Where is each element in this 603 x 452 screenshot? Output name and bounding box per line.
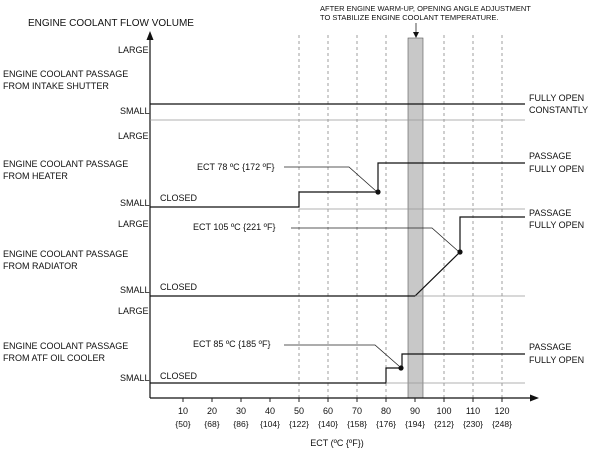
state-label-line2: CONSTANTLY bbox=[529, 105, 589, 115]
warmup-note-line2: TO STABILIZE ENGINE COOLANT TEMPERATURE. bbox=[320, 13, 499, 22]
warmup-arrow-head bbox=[413, 32, 419, 38]
tick-label: 50 bbox=[293, 406, 305, 416]
state-label-line2: FULLY OPEN bbox=[529, 220, 585, 230]
level-small: SMALL bbox=[120, 285, 150, 295]
tick-label-f: {104} bbox=[260, 419, 280, 429]
level-large: LARGE bbox=[118, 306, 149, 316]
callout-ect: ECT 105 ºC {221 ºF} bbox=[193, 222, 276, 232]
tick-label-f: {176} bbox=[376, 419, 396, 429]
warmup-band bbox=[408, 38, 423, 398]
state-label-line1: PASSAGE bbox=[529, 208, 572, 218]
tick-label-f: {68} bbox=[204, 419, 220, 429]
passage-label-line2: FROM RADIATOR bbox=[3, 261, 78, 271]
closed-label: CLOSED bbox=[160, 282, 198, 292]
state-label-line2: FULLY OPEN bbox=[529, 355, 585, 365]
warmup-note-line1: AFTER ENGINE WARM-UP, OPENING ANGLE ADJUSTMENT bbox=[320, 4, 531, 13]
passage-label-line2: FROM ATF OIL COOLER bbox=[3, 353, 106, 363]
tick-label: 40 bbox=[264, 406, 276, 416]
callout-ect: ECT 78 ºC {172 ºF} bbox=[197, 162, 275, 172]
callout-leader bbox=[284, 167, 376, 191]
x-tick-labels-fahrenheit bbox=[175, 419, 512, 429]
section-intake-shutter bbox=[3, 45, 588, 120]
tick-label: 120 bbox=[494, 406, 510, 416]
level-large: LARGE bbox=[118, 131, 149, 141]
section-radiator bbox=[3, 208, 584, 296]
tick-label: 20 bbox=[206, 406, 218, 416]
passage-label-line2: FROM INTAKE SHUTTER bbox=[3, 81, 109, 91]
tick-label-f: {86} bbox=[233, 419, 249, 429]
state-label-line2: FULLY OPEN bbox=[529, 164, 585, 174]
passage-label-line1: ENGINE COOLANT PASSAGE bbox=[3, 69, 129, 79]
tick-label-f: {122} bbox=[289, 419, 309, 429]
tick-label-f: {248} bbox=[492, 419, 512, 429]
passage-label-line1: ENGINE COOLANT PASSAGE bbox=[3, 159, 129, 169]
tick-label: 90 bbox=[409, 406, 421, 416]
tick-label: 10 bbox=[177, 406, 189, 416]
level-small: SMALL bbox=[120, 106, 150, 116]
flow-line-atf bbox=[150, 354, 525, 383]
x-axis-arrow bbox=[530, 395, 539, 402]
tick-label-f: {158} bbox=[347, 419, 367, 429]
passage-label-line1: ENGINE COOLANT PASSAGE bbox=[3, 249, 129, 259]
tick-label: 60 bbox=[322, 406, 334, 416]
tick-label-f: {212} bbox=[434, 419, 454, 429]
passage-label-line2: FROM HEATER bbox=[3, 171, 68, 181]
state-label-line1: PASSAGE bbox=[529, 151, 572, 161]
transition-point bbox=[398, 365, 403, 370]
y-axis-arrow bbox=[147, 31, 154, 40]
tick-label: 30 bbox=[235, 406, 247, 416]
tick-label: 80 bbox=[380, 406, 392, 416]
callout-leader bbox=[291, 228, 458, 251]
tick-label: 100 bbox=[436, 406, 452, 416]
chart-title: ENGINE COOLANT FLOW VOLUME bbox=[28, 18, 194, 29]
level-small: SMALL bbox=[120, 373, 150, 383]
callout-ect: ECT 85 ºC {185 ºF} bbox=[193, 339, 271, 349]
x-tick-labels-celsius bbox=[178, 406, 510, 416]
transition-point bbox=[375, 189, 380, 194]
closed-label: CLOSED bbox=[160, 193, 198, 203]
level-large: LARGE bbox=[118, 45, 149, 55]
tick-label: 110 bbox=[465, 406, 481, 416]
tick-label-f: {50} bbox=[175, 419, 191, 429]
transition-point bbox=[457, 249, 462, 254]
tick-label-f: {194} bbox=[405, 419, 425, 429]
closed-label: CLOSED bbox=[160, 371, 198, 381]
x-axis-label: ECT (ºC {ºF}) bbox=[310, 438, 364, 448]
callout-leader bbox=[284, 345, 399, 366]
tick-label: 70 bbox=[351, 406, 363, 416]
passage-label-line1: ENGINE COOLANT PASSAGE bbox=[3, 341, 129, 351]
tick-label-f: {140} bbox=[318, 419, 338, 429]
tick-label-f: {230} bbox=[463, 419, 483, 429]
state-label-line1: PASSAGE bbox=[529, 342, 572, 352]
state-label-line1: FULLY OPEN bbox=[529, 93, 585, 103]
section-atf-oil-cooler bbox=[3, 306, 584, 383]
level-small: SMALL bbox=[120, 198, 150, 208]
section-heater bbox=[3, 131, 584, 209]
level-large: LARGE bbox=[118, 219, 149, 229]
